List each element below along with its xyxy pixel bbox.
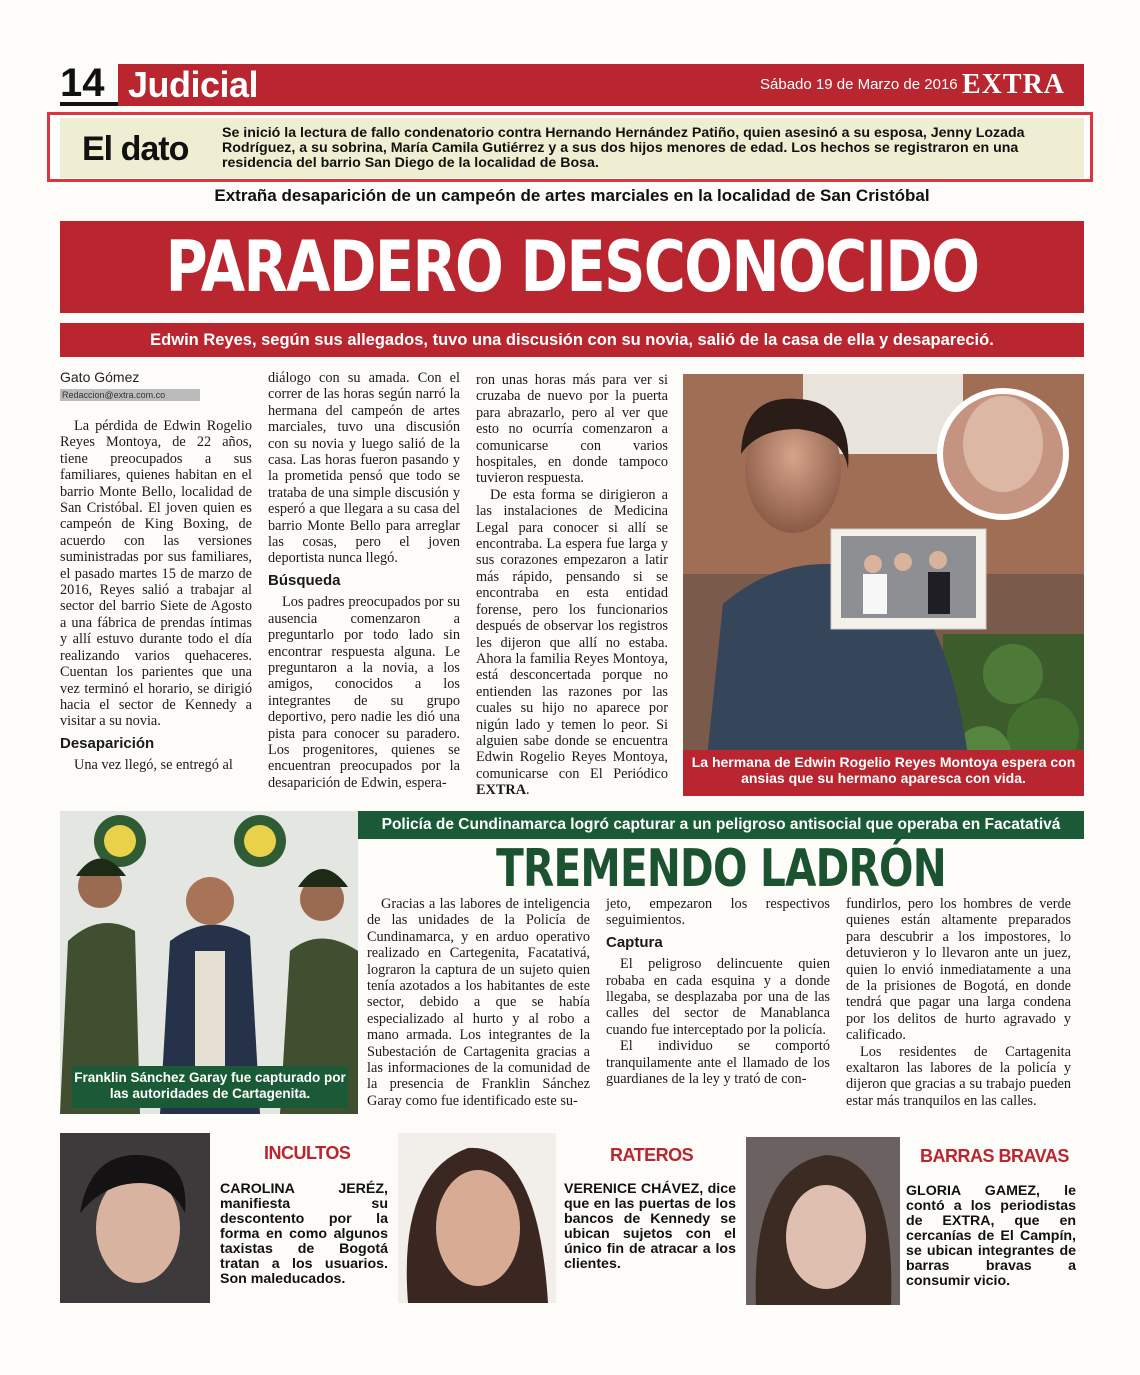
story2-column-2 (606, 896, 830, 1087)
el-dato-label: El dato (82, 130, 189, 168)
story1-subheading-busqueda: Búsqueda (268, 571, 341, 589)
story1-photo-caption: La hermana de Edwin Rogelio Reyes Montoya espera con ansias que su hermano aparesca con vida. (691, 754, 1076, 786)
story1-column-2 (268, 370, 460, 791)
page-number: 14 (60, 60, 118, 106)
byline-email[interactable]: Redaccion@extra.com.co (60, 389, 200, 401)
story1-headline: PARADERO DESCONOCIDO (165, 226, 979, 308)
story1-paragraph: La pérdida de Edwin Rogelio Reyes Montoya, de 22 años, tiene preocupados a sus familiares, quienes habitan en el barrio Monte Bello, localidad de San Cristóbal. El joven quien es campeón de King Boxing, de acuerdo con las versiones suministradas por sus familiares, el pasado martes 15 de marzo de 2016, Reyes salió a trabajar al sector del barrio Siete de Agosto a una fábrica de prendas íntimas y allí estuvo durante todo el día realizando varios quehaceres. Cuentan los parientes que una vez terminó el horario, se dirigió hacia el sector de Kennedy a visitar a su novia. (60, 418, 252, 730)
bottom-text-1 (220, 1182, 388, 1287)
story1-column-3 (476, 372, 668, 799)
story2-paragraph: Los residentes de Cartagenita exaltaron las labores de la policía y dijeron que gracias a su trabajo pueden estar más tranquilos en las calles. (846, 1043, 1071, 1109)
bottom-quote-3: le contó a los periodistas de EXTRA, que en cercanías de El Campín, se ubican integrantes de barras bravas a consumir vicio. (906, 1183, 1076, 1289)
el-dato-text: Se inició la lectura de fallo condenatorio contra Hernando Hernández Patiño, quien asesinó a su esposa, Jenny Lozada Rodríguez, a su sobrina, María Camila Gutiérrez y a sus dos hijos menores de edad. Los hechos se registraron en una residencia del barrio San Diego de la localidad de Bosa. (222, 125, 1025, 171)
story2-headline: TREMENDO LADRÓN (496, 839, 946, 899)
story2-paragraph: fundirlos, pero los hombres de verde quienes están altamente preparados para descubrir a los impostores, lo detuvieron y lo llevaron ante un juez, quien lo envió inmediatamente a una de la prisiones de Bogotá, en donde tendrá que pagar una larga condena por los delitos de hurto agravado y calificado. (846, 896, 1071, 1044)
bottom-person-2: VERENICE CHÁVEZ, (564, 1181, 704, 1197)
story2-column-3 (846, 896, 1071, 1109)
story2-paragraph: El peligroso delincuente quien robaba en cada esquina y a donde llegaba, se desplazaba por una de las calles del sector de Manablanca cuando fue interceptado por la policía. (606, 956, 830, 1038)
story1-paragraph: diálogo con su amada. Con el correr de las horas según narró la hermana del campeón de artes marciales, tuvo una discusión con su novia y luego salió de la casa. Las horas fueron pasando y la prometida pensó que todo se trataba de una simple discusión y esperó a que llegara a su casa del barrio Monte Bello para arreglar las cosas, pero el joven deportista nunca llegó. (268, 370, 460, 567)
story1-column-1 (60, 418, 252, 774)
story2-paragraph: Gracias a las labores de inteligencia de las unidades de la Policía de Cundinamarca, y en arduo operativo realizado en Cartegenita, Facatativá, lograron la captura de un sujeto quien tenía azotados a los habitantes de este sector, debido a que se había especializado al hurto y al robo a mano armada. Los integrantes de la Subestación de Cartagenita gracias a las informaciones de la comunidad de la presencia de Franklin Sánchez Garay como fue identificado este su- (367, 896, 590, 1109)
bottom-title-1: INCULTOS (264, 1143, 351, 1163)
story2-kicker: Policía de Cundinamarca logró capturar a un peligroso antisocial que operaba en Facatativá (381, 816, 1061, 833)
story2-photo-caption: Franklin Sánchez Garay fue capturado por las autoridades de Cartagenita. (74, 1070, 346, 1101)
bottom-title-3: BARRAS BRAVAS (920, 1146, 1069, 1166)
newspaper-logo: EXTRA (962, 69, 1066, 100)
story1-kicker: Extraña desaparición de un campeón de artes marciales en la localidad de San Cristóbal (214, 186, 930, 205)
bottom-person-1: CAROLINA JERÉZ, (220, 1181, 388, 1197)
bottom-text-2 (564, 1182, 736, 1272)
story1-subheading-desaparicion: Desaparición (60, 734, 155, 752)
story1-paragraph: ron unas horas más para ver si cruzaba de nuevo por la puerta para abrazarlo, pero al ver que esto no ocurría comenzaron a comunicarse con varios hospitales, en donde tampoco tuvieron respuesta. (476, 372, 668, 487)
story1-subhead: Edwin Reyes, según sus allegados, tuvo una discusión con su novia, salió de la casa de ella y desapareció. (150, 331, 994, 349)
bottom-title-2: RATEROS (610, 1145, 694, 1165)
story2-column-1 (367, 896, 590, 1109)
story1-paper-name: EXTRA (476, 782, 527, 799)
issue-date: Sábado 19 de Marzo de 2016 (760, 76, 958, 93)
story1-paragraph-body: De esta forma se dirigieron a las instalaciones de Medicina Legal para conocer si allí se encontraba. La espera fue larga y sus corazones empezaron a latir más rápido, pensando si se encontraba en esta entidad forense, pero los funcionarios después de observar los registros les dijeron que allí no estaba. Ahora la familia Reyes Montoya, está desconcertada porque no entienden las razones por las cuales su hijo no aparece por nigún lado y temen lo peor. Si alguien sabe donde se encuentra Edwin Rogelio Reyes Montoya, comunicarse con El Periódico (476, 486, 668, 782)
story2-paragraph: jeto, empezaron los respectivos seguimientos. (606, 896, 830, 929)
story1-paragraph: De esta forma se dirigieron a las instalaciones de Medicina Legal para conocer si allí se encontraba. La espera fue larga y sus corazones empezaron a latir más rápido, pensando si se encontraba en esta entidad forense, pero los funcionarios después de observar los registros les dijeron que allí no estaba. Ahora la familia Reyes Montoya, está desconcertada porque no entienden las razones por las cuales su hijo no aparece por nigún lado y temen lo peor. Si alguien sabe donde se encuentra Edwin Rogelio Reyes Montoya, comunicarse con El Periódico EXTRA. (476, 486, 668, 799)
bottom-quote-2: dice que en las puertas de los bancos de Kennedy se ubican sujetos con el único fin de atracar a los clientes. (564, 1181, 736, 1272)
bottom-photo-1 (60, 1133, 210, 1303)
byline: Gato Gómez (60, 369, 140, 385)
story1-paragraph: Los padres preocupados por su ausencia comenzaron a preguntarlo por todo lado sin encontrar respuesta alguna. Le preguntaron a la novia, a los amigos, conocidos a los integrantes de su grupo deportivo, pero nadie les dió una pista para conocer su paradero. Los progenitores, quienes se encuentran preocupados por la desaparición de Edwin, espera- (268, 594, 460, 791)
story1-photo (683, 374, 1084, 796)
section-title: Judicial (128, 64, 259, 105)
bottom-photo-3 (746, 1137, 900, 1305)
bottom-photo-2 (398, 1133, 556, 1303)
bottom-quote-1: manifiesta su descontento por la forma en como algunos taxistas de Bogotá tratan a los usuarios. Son maleducados. (220, 1196, 388, 1287)
story2-paragraph: El individuo se comportó tranquilamente ante el llamado de los guardianes de la ley y trató de con- (606, 1038, 830, 1088)
bottom-text-3 (906, 1184, 1076, 1289)
bottom-person-3: GLORIA GAMEZ, (906, 1183, 1040, 1199)
story1-paragraph: Una vez llegó, se entregó al (74, 757, 233, 774)
story2-subheading-captura: Captura (606, 933, 663, 951)
